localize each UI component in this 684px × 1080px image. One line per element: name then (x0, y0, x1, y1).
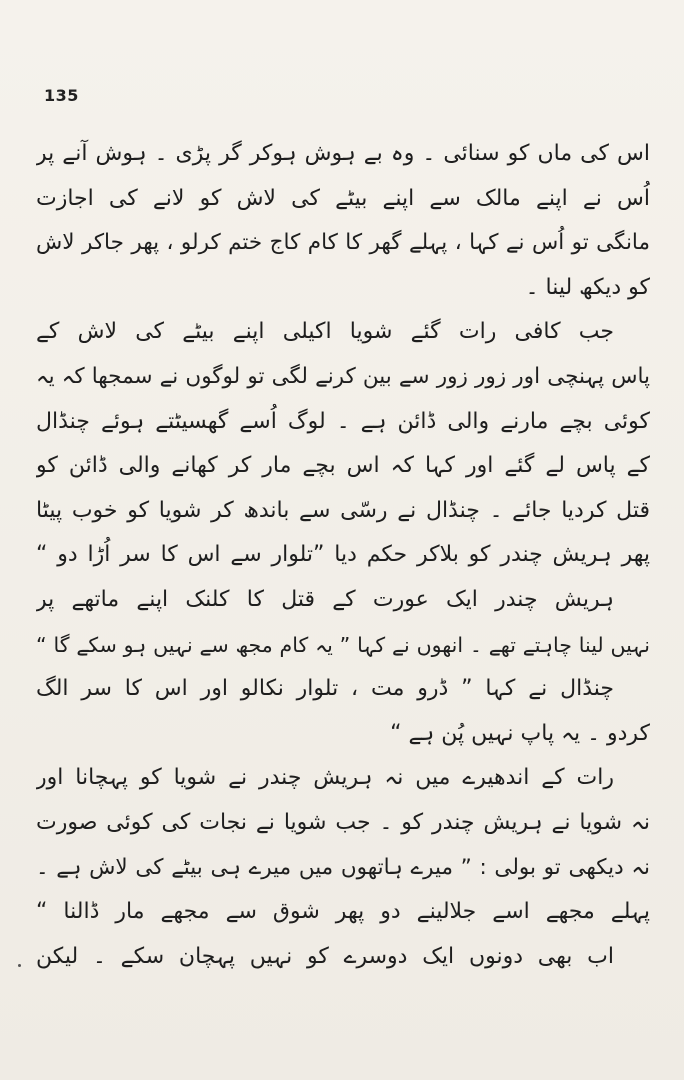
text-line: اُس نے اپنے مالک سے اپنے بیٹے کی لاش کو لانے کی اجازت (36, 185, 650, 211)
text-line: ہریش چندر ایک عورت کے قتل کا کلنک اپنے ماتھے پر (36, 586, 614, 612)
page-number: 135 (44, 86, 79, 105)
text-line: کے پاس لے گئے اور کہا کہ اس بچے مار کر کھانے والی ڈائن کو (36, 453, 650, 479)
text-line: اس کی ماں کو سنائی ۔ وہ بے ہوش ہوکر گر پڑی ۔ ہوش آنے پر (36, 141, 650, 166)
text-line: قتل کردیا جائے ۔ چنڈال نے رسّی سے باندھ کر شویا کو خوب پیٹا (36, 497, 650, 523)
body-text (36, 132, 650, 979)
text-line: رات کے اندھیرے میں نہ ہریش چندر نے شویا کو پہچانا اور (36, 765, 614, 791)
text-line: نہ دیکھی تو بولی : ” میرے ہاتھوں میں میرے ہی بیٹے کی لاش ہے ۔ (36, 854, 650, 880)
text-line: کردو ۔ یہ پاپ نہیں پُن ہے “ (390, 720, 650, 746)
text-line: پہلے مجھے اسے جلالینے دو پھر شوق سے مجھے مار ڈالنا “ (36, 899, 650, 925)
text-line: نہیں لینا چاہتے تھے ۔ انھوں نے کہا ” یہ کام مجھ سے نہیں ہو سکے گا “ (36, 632, 650, 657)
text-line: کوئی بچے مارنے والی ڈائن ہے ۔ لوگ اُسے گھسیٹتے ہوئے چنڈال (36, 408, 650, 434)
text-line: کو دیکھ لینا ۔ (525, 274, 650, 300)
text-line: چنڈال نے کہا ” ڈرو مت ، تلوار نکالو اور اس کا سر الگ (36, 676, 614, 702)
text-line: پاس پہنچی اور زور زور سے بین کرنے لگی تو لوگوں نے سمجھا کہ یہ (36, 363, 650, 389)
text-line: اب بھی دونوں ایک دوسرے کو نہیں پہچان سکے ۔ لیکن (36, 943, 614, 969)
text-line: مانگی تو اُس نے کہا ، پہلے گھر کا کام کاج ختم کرلو ، پھر جاکر لاش (36, 230, 650, 256)
text-line: جب کافی رات گئے شویا اکیلی اپنے بیٹے کی لاش کے (36, 319, 614, 345)
text-line: نہ شویا نے ہریش چندر کو ۔ جب شویا نے نجات کی کوئی صورت (36, 809, 650, 835)
margin-mark (18, 964, 21, 967)
text-line: پھر ہریش چندر کو بلاکر حکم دیا ”تلوار سے اس کا سر اُڑا دو “ (36, 542, 650, 568)
